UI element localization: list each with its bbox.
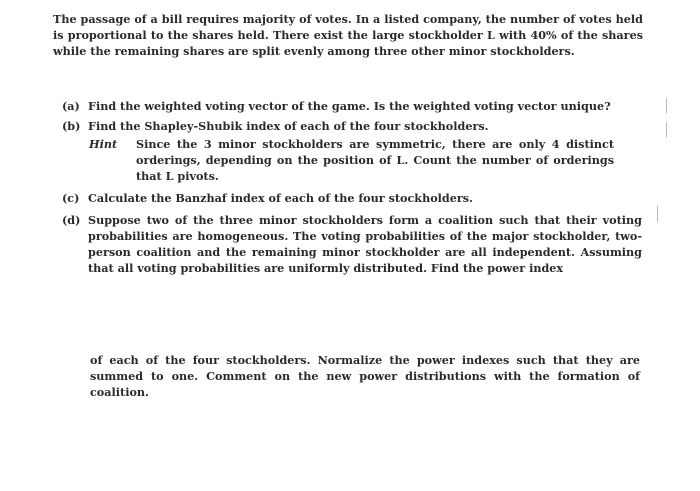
part-d-text: Suppose two of the three minor stockholders form a coalition such that their voting probabilities are homogeneous. The voting probabilities of the major stockholder, two-person coalition and the remaining minor stockholder are all independent. Assuming that all voting probabilities are uniformly distributed. Find the power index [88,213,642,276]
part-b [62,118,642,134]
problem-parts [62,98,642,276]
margin-change-bar [666,122,667,137]
hint-block [89,137,642,184]
part-d [62,212,642,276]
part-a [62,98,642,114]
part-d-label: (d) [62,213,81,228]
problem-intro: The passage of a bill requires majority of votes. In a listed company, the number of votes held is proportional to the shares held. There exist the large stockholder L with 40% of the shares while the remaining shares are split evenly among three other minor stockholders. [53,12,643,59]
part-b-label: (b) [62,119,81,133]
hint-label: Hint [89,137,118,151]
part-c-label: (c) [62,191,80,206]
part-c-text: Calculate the Banzhaf index of each of the four stockholders. [88,191,473,206]
part-d-continuation: of each of the four stockholders. Normalize the power indexes such that they are summed to one. Comment on the new power distributions with the formation of coalition. [90,353,640,400]
part-b-text: Find the Shapley-Shubik index of each of the four stockholders. [88,119,489,133]
margin-change-bar [657,206,658,222]
part-c [62,190,642,206]
part-a-text: Find the weighted voting vector of the game. Is the weighted voting vector unique? [88,99,611,113]
hint-text: Since the 3 minor stockholders are symmetric, there are only 4 distinct orderings, depending on the position of L. Count the number of orderings that L pivots. [136,137,614,183]
margin-change-bar [666,98,667,113]
part-a-label: (a) [62,99,80,113]
